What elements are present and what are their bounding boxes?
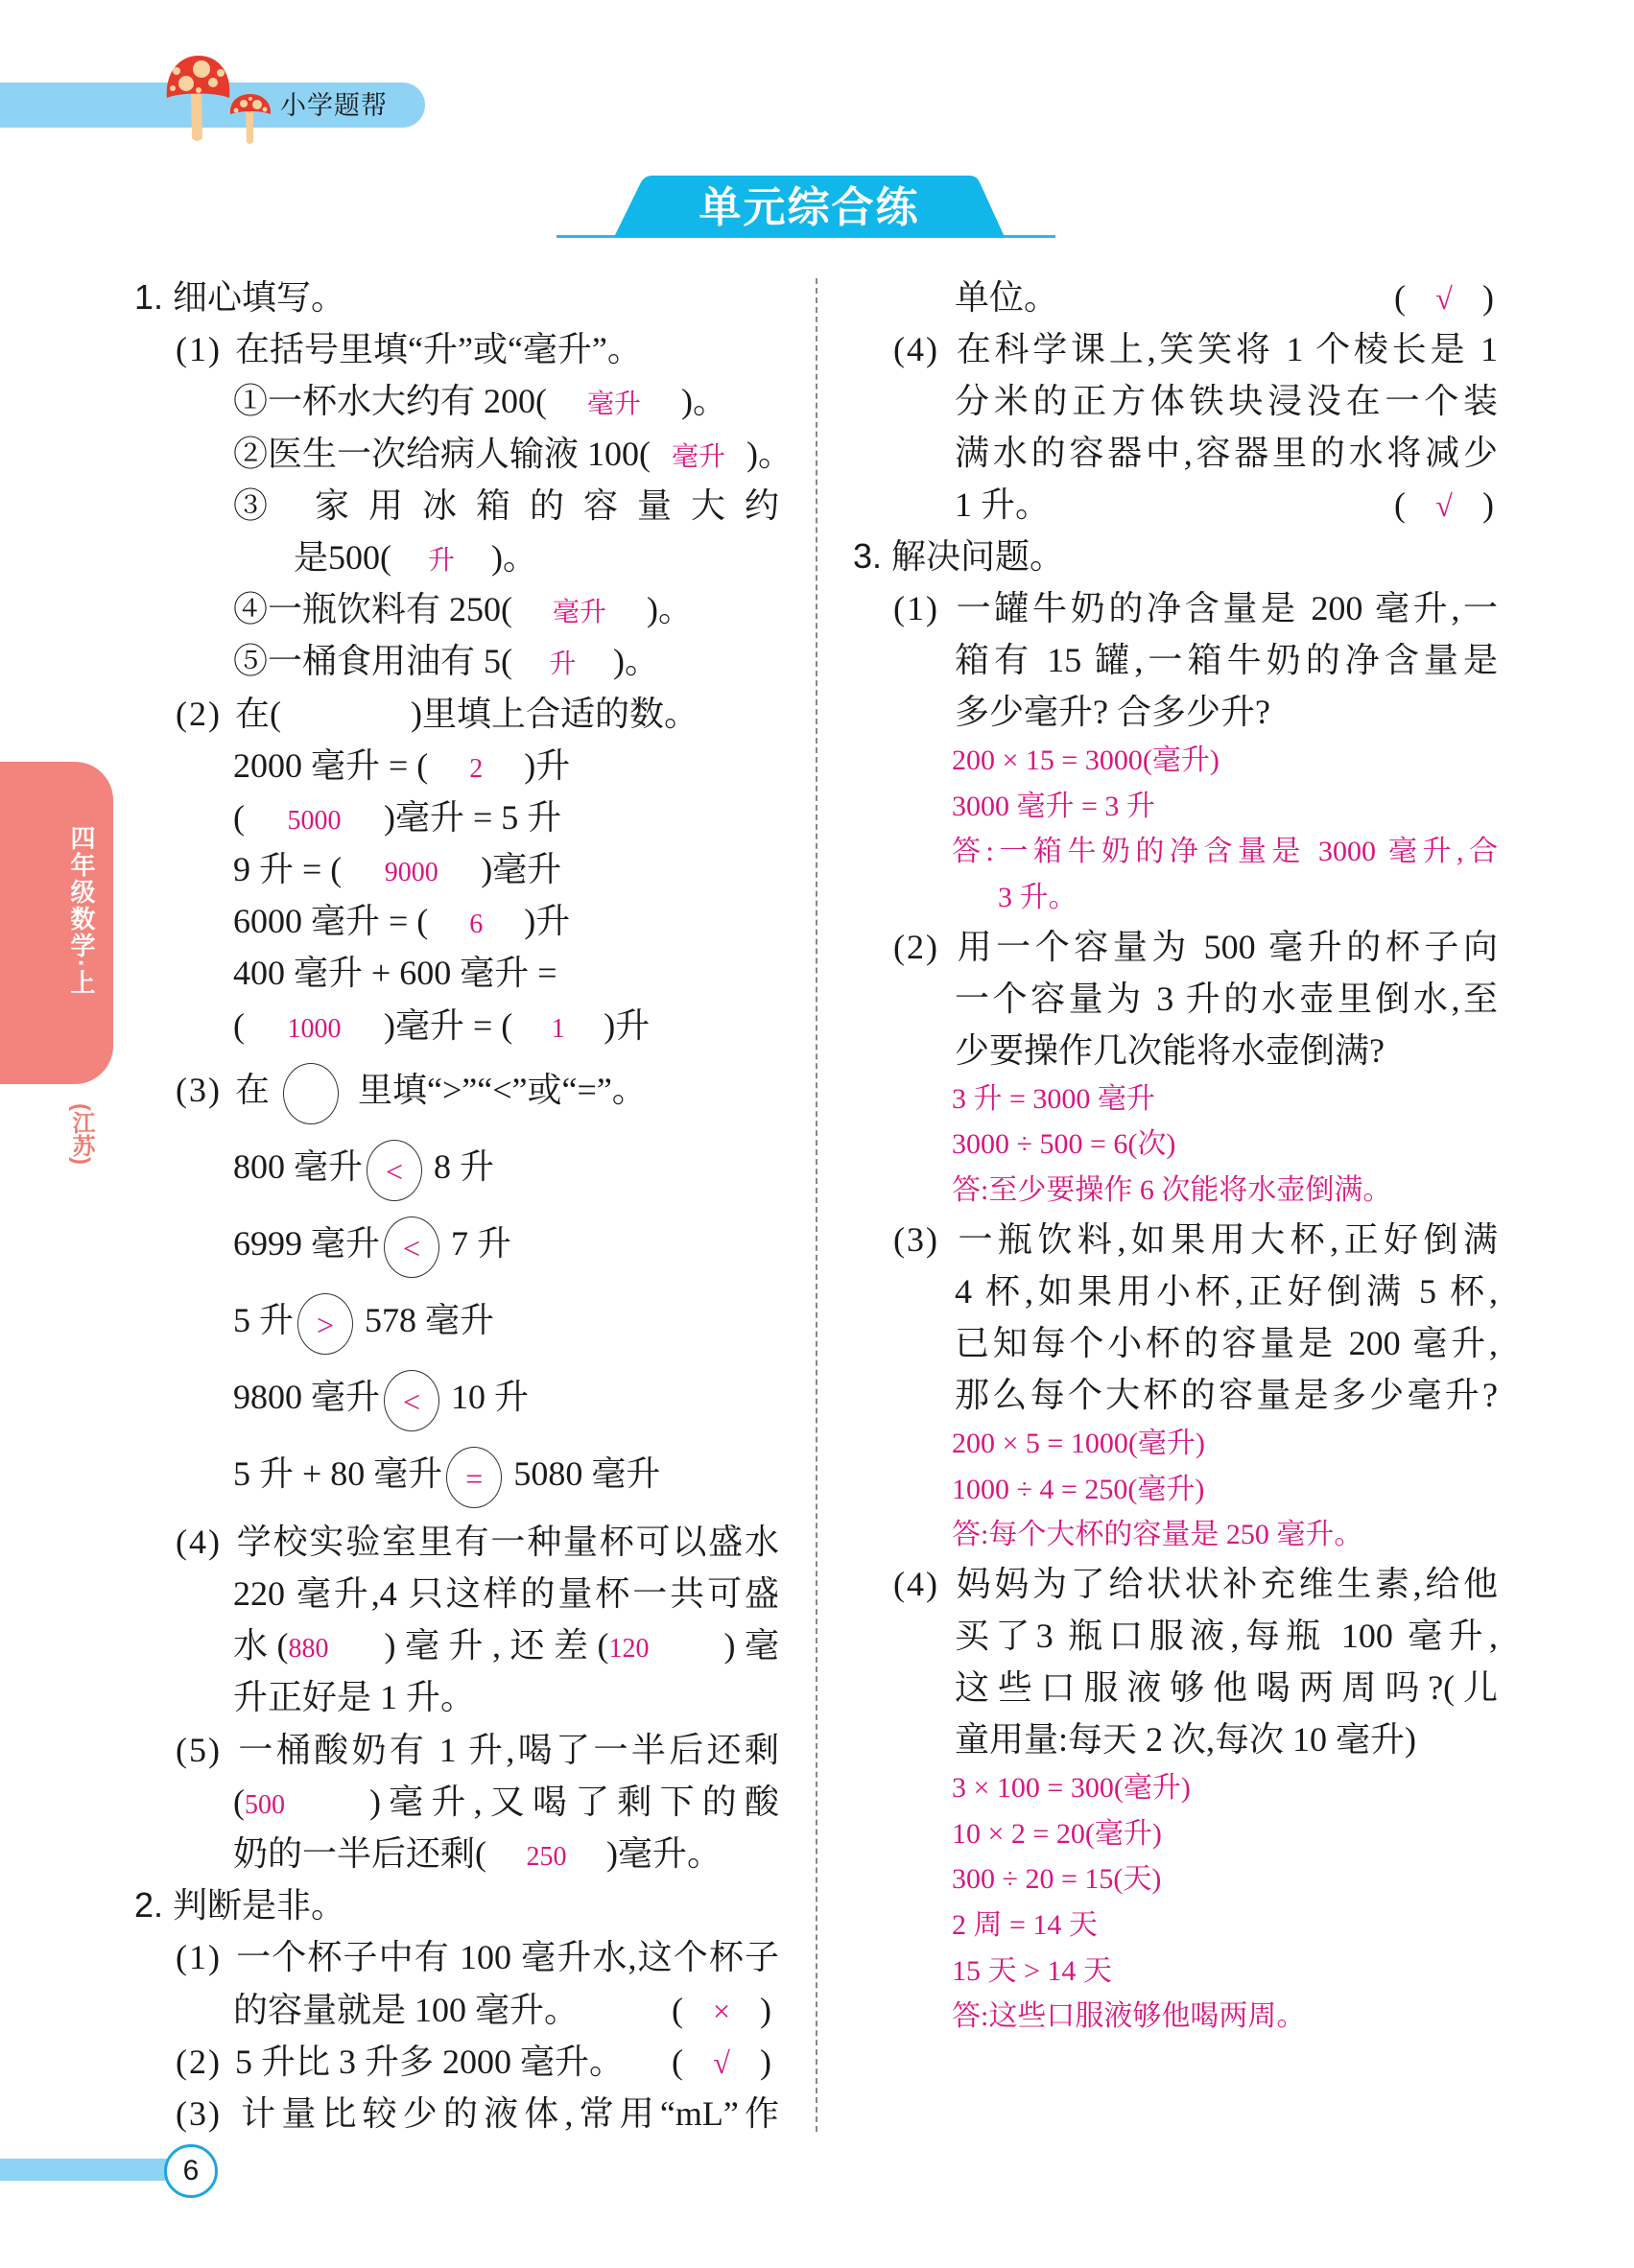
fill-item-1 xyxy=(134,375,779,427)
fill-item-4 xyxy=(134,583,779,635)
answer-blank: 120 xyxy=(608,1634,650,1665)
question-label: (2) xyxy=(176,694,222,733)
solution-line: 3 升 = 3000 毫升 xyxy=(952,1082,1155,1115)
compare-right: 5080 毫升 xyxy=(513,1453,661,1493)
question-text: )毫升,还差( xyxy=(384,1626,609,1666)
question-text: 奶的一半后还剩( xyxy=(233,1833,486,1873)
item-text: )升 xyxy=(524,902,571,941)
region-label: (江苏) xyxy=(68,1103,94,1165)
item-text: ( xyxy=(233,797,245,837)
conversion-item-5-line1 xyxy=(134,947,779,999)
question-label: (1) xyxy=(176,330,222,369)
section-number: 2. xyxy=(134,1885,164,1925)
item-text: )毫升 = 5 升 xyxy=(384,797,562,837)
answer-blank: 升 xyxy=(427,545,455,576)
solution-line: 3 × 100 = 300(毫升) xyxy=(952,1771,1191,1804)
question-label: (4) xyxy=(893,330,939,368)
fill-item-3-line2 xyxy=(134,532,779,583)
page-title: 单元综合练 xyxy=(699,184,920,231)
question-text: 那么每个大杯的容量是多少毫升? xyxy=(955,1375,1498,1414)
question-text: ( xyxy=(233,1782,245,1821)
question-text: 买了3 瓶口服液,每瓶 100 毫升, xyxy=(955,1616,1498,1655)
question-text: 童用量:每天 2 次,每次 10 毫升) xyxy=(955,1719,1416,1759)
compare-answer-circle: < xyxy=(384,1370,439,1431)
question-1-1-prompt xyxy=(134,323,779,375)
solution-line: 3000 ÷ 500 = 6(次) xyxy=(952,1128,1176,1161)
solution-line: 200 × 5 = 1000(毫升) xyxy=(952,1427,1205,1459)
question-text: 妈妈为了给状状补充维生素,给他 xyxy=(953,1564,1498,1603)
question-text: 箱有 15 罐,一箱牛奶的净含量是 xyxy=(955,641,1498,679)
judgment-answer: √ xyxy=(1435,281,1453,316)
section-title: 解决问题。 xyxy=(891,537,1065,576)
judge-4-line3 xyxy=(853,427,1498,479)
section-title: 判断是非。 xyxy=(173,1886,346,1925)
bracket-close: ) xyxy=(1482,278,1494,317)
item-text: )。 xyxy=(746,434,793,473)
solution-answer: 答:这些口服液够他喝两周。 xyxy=(952,2000,1306,2033)
fill-item-3-line1 xyxy=(134,480,779,532)
compare-left: 800 毫升 xyxy=(233,1146,364,1186)
judgment-answer: √ xyxy=(1435,488,1453,523)
judgment-bracket xyxy=(672,1984,771,2037)
solution-line: 2 周 = 14 天 xyxy=(952,1908,1098,1941)
footer-bar xyxy=(0,2159,173,2181)
item-marker: ⑤ xyxy=(233,642,269,681)
conversion-item-4 xyxy=(134,895,779,947)
compare-item-2 xyxy=(134,1205,779,1282)
item-text: )。 xyxy=(647,590,694,629)
problem-4-line3 xyxy=(853,1662,1498,1713)
problem-1-line3 xyxy=(853,686,1498,738)
question-text: 计量比较少的液体,常用“mL”作 xyxy=(235,2093,779,2133)
question-prompt: 里填“>”“<”或“=”。 xyxy=(358,1070,647,1109)
compare-item-4 xyxy=(134,1358,779,1435)
compare-left: 9800 毫升 xyxy=(233,1377,381,1416)
compare-item-1 xyxy=(134,1128,779,1205)
empty-circle xyxy=(283,1063,339,1124)
answer-blank: 1 xyxy=(551,1013,565,1044)
compare-right: 8 升 xyxy=(434,1146,495,1186)
answer-blank: 毫升 xyxy=(553,598,607,628)
question-text: 一瓶饮料,如果用大杯,正好倒满 xyxy=(953,1219,1498,1259)
question-text: 一桶酸奶有 1 升,喝了一半后还剩 xyxy=(235,1730,779,1769)
bracket-close: ) xyxy=(1482,485,1494,524)
grade-subject-label: 四年级数学·上 xyxy=(67,825,96,997)
judgment-bracket xyxy=(1394,479,1494,532)
problem-2-line1 xyxy=(853,921,1498,973)
page-number: 6 xyxy=(164,2144,218,2198)
problem-4-line1 xyxy=(853,1558,1498,1610)
section-number: 3. xyxy=(853,536,883,576)
solution-answer: 答:一箱牛奶的净含量是 3000 毫升,合 xyxy=(952,836,1498,868)
item-text: 2000 毫升 = ( xyxy=(233,745,429,785)
section-3-heading xyxy=(853,531,1498,582)
question-text: 220 毫升,4 只这样的量杯一共可盛 xyxy=(233,1574,779,1613)
question-label: (3) xyxy=(893,1219,939,1259)
problem-1-line1 xyxy=(853,582,1498,634)
answer-blank: 5000 xyxy=(287,805,342,836)
judge-3-line2 xyxy=(853,272,1498,323)
item-text: )升 xyxy=(524,745,571,785)
question-text: 学校实验室里有一种量杯可以盛水 xyxy=(235,1522,779,1561)
problem-1-line2 xyxy=(853,634,1498,686)
problem-3-line4 xyxy=(853,1369,1498,1421)
item-text: 一瓶饮料有 250( xyxy=(268,590,513,629)
question-prompt: 在括号里填“升”或“毫升”。 xyxy=(235,330,642,369)
problem-3-line2 xyxy=(853,1265,1498,1317)
question-1-4-line4 xyxy=(134,1671,779,1723)
answer-blank: 250 xyxy=(526,1841,567,1872)
question-text: )毫升,又喝了剩下的酸 xyxy=(369,1782,779,1821)
judge-2 xyxy=(134,2036,779,2088)
answer-blank: 毫升 xyxy=(587,390,642,420)
item-marker: ① xyxy=(233,382,269,421)
left-column xyxy=(134,272,793,2139)
problem-2-line3 xyxy=(853,1025,1498,1076)
compare-answer-circle: < xyxy=(384,1217,439,1278)
problem-4-line2 xyxy=(853,1610,1498,1662)
item-text: 6000 毫升 = ( xyxy=(233,902,429,941)
question-label: (4) xyxy=(893,1564,939,1603)
compare-answer-circle: = xyxy=(446,1447,502,1508)
fill-item-2 xyxy=(134,428,793,480)
compare-left: 6999 毫升 xyxy=(233,1223,381,1263)
item-text: 一杯水大约有 200( xyxy=(268,382,548,421)
item-text: 9 升 = ( xyxy=(233,850,343,889)
solution-line: 200 × 15 = 3000(毫升) xyxy=(952,744,1220,776)
question-text: 4 杯,如果用小杯,正好倒满 5 杯, xyxy=(955,1271,1498,1311)
question-text: 的容量就是 100 毫升。 xyxy=(233,1990,580,2029)
solution-answer: 答:每个大杯的容量是 250 毫升。 xyxy=(952,1519,1363,1551)
right-column xyxy=(853,272,1498,2040)
compare-left: 5 升 xyxy=(233,1300,295,1339)
solution-line: 10 × 2 = 20(毫升) xyxy=(952,1817,1162,1850)
item-text: )。 xyxy=(491,537,537,577)
question-prompt: 在( xyxy=(235,694,281,733)
question-text: 一个杯子中有 100 毫升水,这个杯子 xyxy=(235,1938,779,1977)
question-text: 一个容量为 3 升的水壶里倒水,至 xyxy=(955,979,1498,1018)
section-number: 1. xyxy=(134,277,164,317)
solution-line: 300 ÷ 20 = 15(天) xyxy=(952,1863,1162,1896)
item-text: )毫升 = ( xyxy=(384,1005,513,1045)
compare-right: 10 升 xyxy=(451,1377,530,1416)
solution-answer: 答:至少要操作 6 次能将水壶倒满。 xyxy=(952,1174,1392,1207)
bracket-open: ( xyxy=(1394,485,1406,524)
bracket-close: ) xyxy=(760,1990,771,2029)
question-label: (4) xyxy=(176,1522,222,1561)
section-1-heading xyxy=(134,272,779,323)
brand-label: 小学题帮 xyxy=(280,91,388,120)
question-1-2-prompt xyxy=(134,688,779,740)
question-label: (2) xyxy=(176,2042,222,2081)
judge-4-line1 xyxy=(853,323,1498,375)
answer-blank: 毫升 xyxy=(672,441,726,472)
question-text: 在科学课上,笑笑将 1 个棱长是 1 xyxy=(953,330,1498,368)
item-text: )毫升 xyxy=(481,850,562,889)
item-text: 家用冰箱的容量大约 xyxy=(315,485,779,525)
problem-3-line1 xyxy=(853,1214,1498,1265)
question-text: 水( xyxy=(233,1626,289,1666)
compare-answer-circle: > xyxy=(297,1293,353,1355)
question-text: 一罐牛奶的净含量是 200 毫升,一 xyxy=(953,589,1498,627)
bracket-open: ( xyxy=(672,1990,683,2029)
answer-blank: 9000 xyxy=(384,858,438,888)
conversion-item-1 xyxy=(134,740,779,791)
solution-line: 1000 ÷ 4 = 250(毫升) xyxy=(952,1473,1205,1505)
question-text: 用一个容量为 500 毫升的杯子向 xyxy=(953,927,1498,966)
compare-right: 578 毫升 xyxy=(365,1300,495,1339)
question-1-4-line3 xyxy=(134,1619,779,1671)
bracket-close: ) xyxy=(760,2042,771,2081)
judge-1-line1 xyxy=(134,1931,779,1983)
question-label: (3) xyxy=(176,1070,222,1109)
item-marker: ④ xyxy=(233,590,269,629)
judge-1-line2 xyxy=(134,1984,779,2036)
question-text: 满水的容器中,容器里的水将减少 xyxy=(955,434,1498,472)
question-1-4-line2 xyxy=(134,1568,779,1619)
solution-answer-cont: 3 升。 xyxy=(998,882,1077,914)
conversion-item-3 xyxy=(134,843,779,895)
judgment-answer: × xyxy=(712,1993,731,2028)
problem-3-line3 xyxy=(853,1317,1498,1369)
question-text: 单位。 xyxy=(955,278,1059,317)
problem-4-line4 xyxy=(853,1713,1498,1765)
section-2-heading xyxy=(134,1879,779,1931)
bracket-open: ( xyxy=(672,2042,683,2081)
item-text: )。 xyxy=(613,642,660,681)
item-text: ( xyxy=(233,1005,245,1045)
answer-blank: 880 xyxy=(288,1634,329,1665)
question-text: 1 升。 xyxy=(955,485,1051,524)
judgment-bracket xyxy=(672,2036,771,2089)
compare-left: 5 升 + 80 毫升 xyxy=(233,1453,443,1493)
item-text: 一桶食用油有 5( xyxy=(268,642,513,681)
compare-right: 7 升 xyxy=(451,1223,512,1263)
solution-line: 15 天 > 14 天 xyxy=(952,1954,1112,1987)
problem-2-line2 xyxy=(853,973,1498,1025)
bracket-open: ( xyxy=(1394,278,1406,317)
fill-item-5 xyxy=(134,635,779,687)
column-divider xyxy=(816,278,817,2132)
question-text: 分米的正方体铁块浸没在一个装 xyxy=(955,382,1498,420)
question-1-5-line2 xyxy=(134,1776,779,1828)
question-text: 5 升比 3 升多 2000 毫升。 xyxy=(235,2042,625,2081)
answer-blank: 1000 xyxy=(287,1013,342,1044)
question-1-5-line3 xyxy=(134,1828,779,1879)
question-text: 升正好是 1 升。 xyxy=(233,1678,476,1717)
compare-answer-circle: < xyxy=(367,1140,422,1201)
item-text: 400 毫升 + 600 毫升 = xyxy=(233,954,557,993)
question-text: 多少毫升? 合多少升? xyxy=(955,693,1270,731)
question-text: 这些口服液够他喝两周吗?(儿 xyxy=(955,1667,1498,1707)
judge-4-line4 xyxy=(853,479,1498,531)
answer-blank: 500 xyxy=(245,1789,285,1820)
question-prompt: )里填上合适的数。 xyxy=(411,694,699,733)
item-text: 医生一次给病人输液 100( xyxy=(268,434,651,473)
judgment-answer: √ xyxy=(713,2044,730,2080)
question-label: (1) xyxy=(893,589,939,627)
item-text: )升 xyxy=(604,1005,651,1045)
item-marker: ③ xyxy=(233,485,287,525)
item-text: )。 xyxy=(681,382,728,421)
conversion-item-5-line2 xyxy=(134,1000,779,1051)
solution-line: 3000 毫升 = 3 升 xyxy=(952,790,1155,822)
question-label: (1) xyxy=(176,1938,222,1977)
judge-4-line2 xyxy=(853,375,1498,427)
answer-blank: 2 xyxy=(469,753,484,784)
question-1-4-line1 xyxy=(134,1516,779,1568)
question-1-5-line1 xyxy=(134,1724,779,1776)
question-text: 已知每个小杯的容量是 200 毫升, xyxy=(955,1323,1498,1362)
answer-blank: 6 xyxy=(469,910,484,940)
question-label: (5) xyxy=(176,1730,222,1769)
section-title: 细心填写。 xyxy=(173,278,346,317)
question-prompt: 在 xyxy=(235,1070,271,1109)
question-text: 少要操作几次能将水壶倒满? xyxy=(955,1030,1385,1070)
compare-item-5 xyxy=(134,1435,779,1512)
item-marker: ② xyxy=(233,434,269,473)
answer-blank: 升 xyxy=(549,650,577,680)
question-label: (2) xyxy=(893,927,939,966)
question-label: (3) xyxy=(176,2093,222,2133)
judgment-bracket xyxy=(1394,272,1494,324)
question-1-3-prompt xyxy=(134,1051,779,1128)
judge-3-line1 xyxy=(134,2088,779,2139)
mushroom-logo-icon xyxy=(144,50,288,149)
question-text: )毫 xyxy=(723,1626,779,1666)
item-text: 是500( xyxy=(294,537,391,577)
question-text: )毫升。 xyxy=(606,1833,722,1873)
compare-item-3 xyxy=(134,1282,779,1358)
conversion-item-2 xyxy=(134,791,779,843)
